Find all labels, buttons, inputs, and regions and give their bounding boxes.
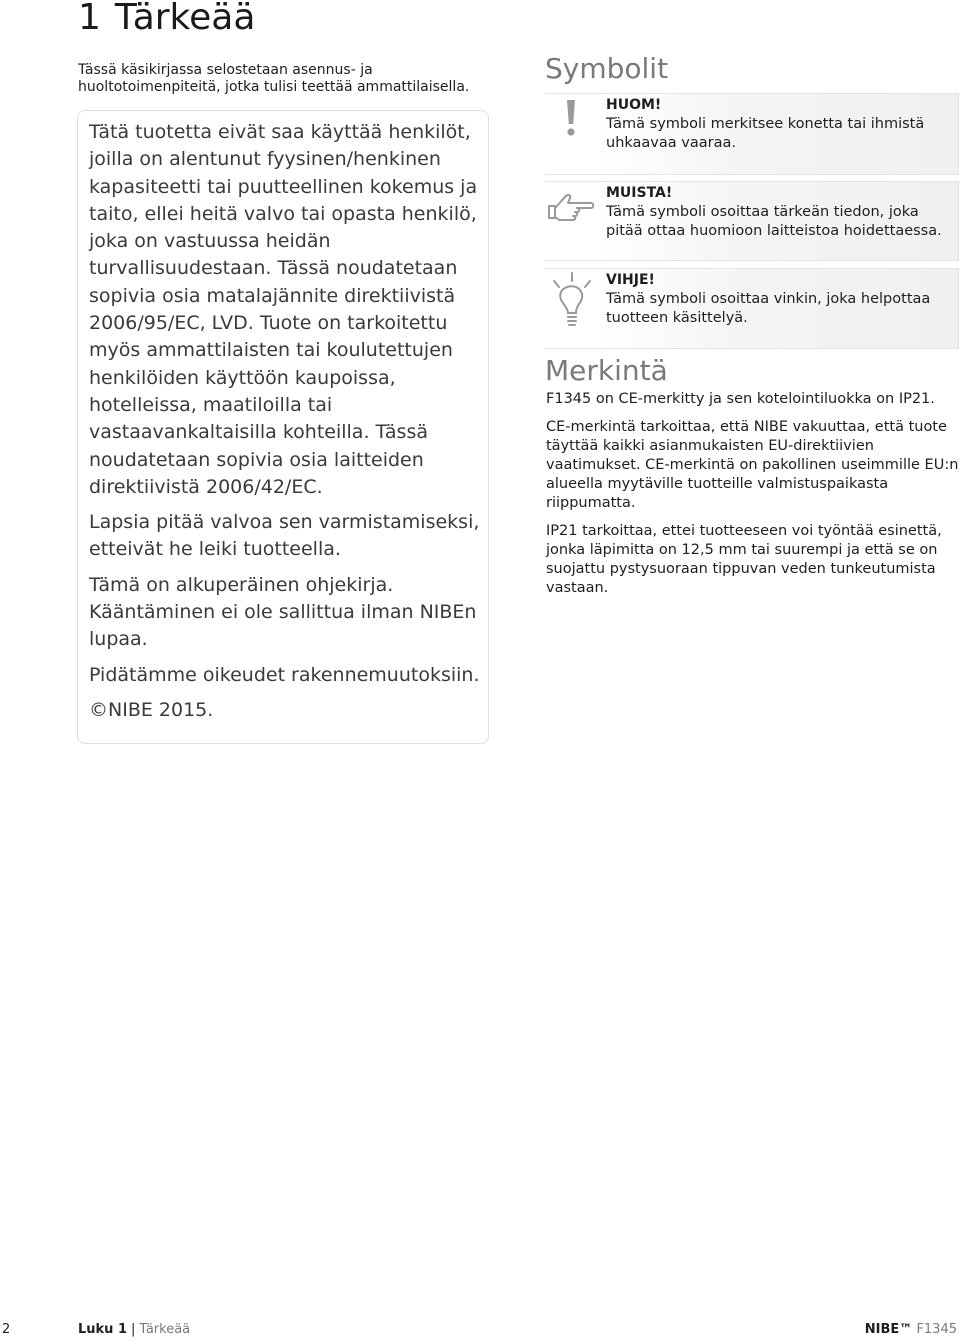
footer-brand: NIBE™ [864,1322,913,1337]
marking-paragraph: CE-merkintä tarkoittaa, että NIBE vakuuttaa, että tuote täyttää kaikki asianmukaisten EU-direktiivien vaatimukset. CE-merkintä on pakollinen useimmille EU:n alueella myytäville tuotteille valmistuspaikasta riippumatta. [546,419,959,511]
symbols-heading: Symbolit [545,52,669,85]
chapter-number: 1 [78,0,101,38]
footer-separator: | [131,1322,136,1337]
footer-model: F1345 [916,1322,957,1337]
notice-paragraph: Lapsia pitää valvoa sen varmistamiseksi, etteivät he leiki tuotteella. [89,511,480,561]
page-number: 2 [2,1322,11,1337]
marking-paragraph: IP21 tarkoittaa, ettei tuotteeseen voi työntää esinettä, jonka läpimitta on 12,5 mm tai suurempi ja että se on suojattu pystysuoraan tippuvan veden tunkeutumista vastaan. [546,523,942,596]
marking-heading: Merkintä [545,354,668,387]
footer-chapter-title: Tärkeää [139,1322,191,1337]
intro-text: Tässä käsikirjassa selostetaan asennus- ja huoltotoimenpiteitä, jotka tulisi teettää ammattilaisella. [78,62,470,95]
symbol-row-muista [545,181,959,261]
footer-product [865,1322,957,1337]
symbol-description: Tämä symboli merkitsee konetta tai ihmistä uhkaavaa vaaraa. [606,116,925,151]
exclamation-icon [545,94,597,148]
marking-body [546,390,960,607]
footer-chapter-label: Luku 1 [78,1322,128,1337]
notice-box [77,110,489,744]
symbol-row-vihje [545,268,959,349]
marking-paragraph: F1345 on CE-merkitty ja sen kotelointiluokka on IP21. [546,391,935,407]
pointing-hand-icon [545,182,597,236]
footer-chapter [78,1322,190,1337]
chapter-title: Tärkeää [114,0,256,38]
symbol-title: VIHJE! [606,272,655,288]
copyright-notice: ©NIBE 2015. [89,698,214,721]
symbol-title: HUOM! [606,97,662,113]
notice-paragraph: Tätä tuotetta eivät saa käyttää henkilöt, joilla on alentunut fyysinen/henkinen kapasiteetti tai puutteellinen kokemus ja taito, ellei heitä valvo tai opasta henkilö, joka on vastuussa heidän turvallisuudestaan. Tässä noudatetaan sopivia osia matalajännite direktiivistä 2006/95/EC, LVD. Tuote on tarkoitettu myös ammattilaisten tai koulutettujen henkilöiden käyttöön kaupoissa, hotelleissa, maatiloilla tai vastaavankaltaisilla kohteilla. Tässä noudatetaan sopivia osia laitteiden direktiivistä 2006/42/EC. [89,121,478,498]
symbol-row-huom [545,93,959,175]
symbol-title: MUISTA! [606,185,673,201]
notice-paragraph: Tämä on alkuperäinen ohjekirja. Kääntäminen ei ole sallittua ilman NIBEn lupaa. [89,573,477,651]
symbol-description: Tämä symboli osoittaa tärkeän tiedon, joka pitää ottaa huomioon laitteistoa hoidettaessa. [606,204,942,239]
chapter-heading [78,0,255,40]
symbol-description: Tämä symboli osoittaa vinkin, joka helpottaa tuotteen käsittelyä. [606,291,931,326]
notice-paragraph: Pidätämme oikeudet rakennemuutoksiin. [89,663,480,686]
lightbulb-icon [545,269,597,339]
